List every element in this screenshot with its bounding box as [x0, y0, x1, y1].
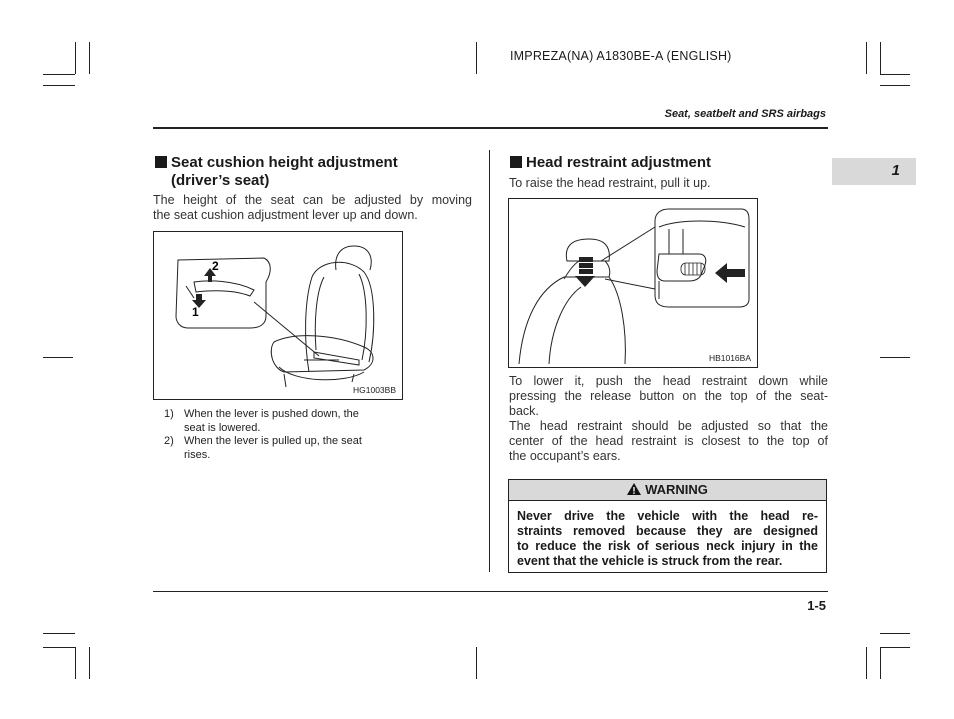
document-code: IMPREZA(NA) A1830BE-A (ENGLISH)	[510, 49, 732, 63]
footer-rule	[153, 591, 828, 592]
warning-triangle-icon	[627, 483, 641, 495]
warning-heading: WARNING	[509, 480, 826, 501]
section-title: Seat, seatbelt and SRS airbags	[664, 108, 826, 120]
chapter-number: 1	[891, 162, 900, 179]
head-restraint-paragraph: To lower it, push the head restraint down while pressing the release button on the top of the seat- back. The head restraint should be adjusted so that the center of the head restraint is closest to the top of the occupant’s ears.	[509, 374, 828, 463]
heading-square-icon	[510, 156, 522, 168]
page-number: 1-5	[807, 598, 826, 613]
head-restraint-figure	[508, 198, 758, 368]
adjustment-notes	[164, 408, 386, 462]
head-restraint-heading: Head restraint adjustment	[510, 154, 830, 172]
head-restraint-illustration	[509, 199, 757, 367]
heading-square-icon	[155, 156, 167, 168]
seat-height-intro: The height of the seat can be adjusted by moving the seat cushion adjustment lever up and down.	[153, 193, 472, 222]
list-item: 1) When the lever is pushed down, the seat is lowered.	[164, 408, 359, 434]
list-item: 2) When the lever is pulled up, the seat rises.	[164, 435, 362, 461]
figure-code-left: HG1003BB	[353, 385, 396, 395]
seat-cushion-illustration	[154, 232, 402, 399]
warning-box	[508, 479, 827, 573]
column-divider	[489, 150, 490, 572]
head-restraint-intro: To raise the head restraint, pull it up.	[509, 176, 711, 190]
seat-height-heading: Seat cushion height adjustment (driver’s seat)	[155, 154, 475, 190]
header-rule	[153, 127, 828, 129]
callout-1: 1	[192, 305, 199, 319]
chapter-tab	[832, 158, 916, 185]
seat-cushion-figure	[153, 231, 403, 400]
callout-2: 2	[212, 259, 219, 273]
figure-code-right: HB1016BA	[708, 353, 751, 363]
warning-text: Never drive the vehicle with the head re- straints removed because they are designed to reduce the risk of serious neck injury in the event that the vehicle is struck from the rear.	[517, 509, 818, 568]
